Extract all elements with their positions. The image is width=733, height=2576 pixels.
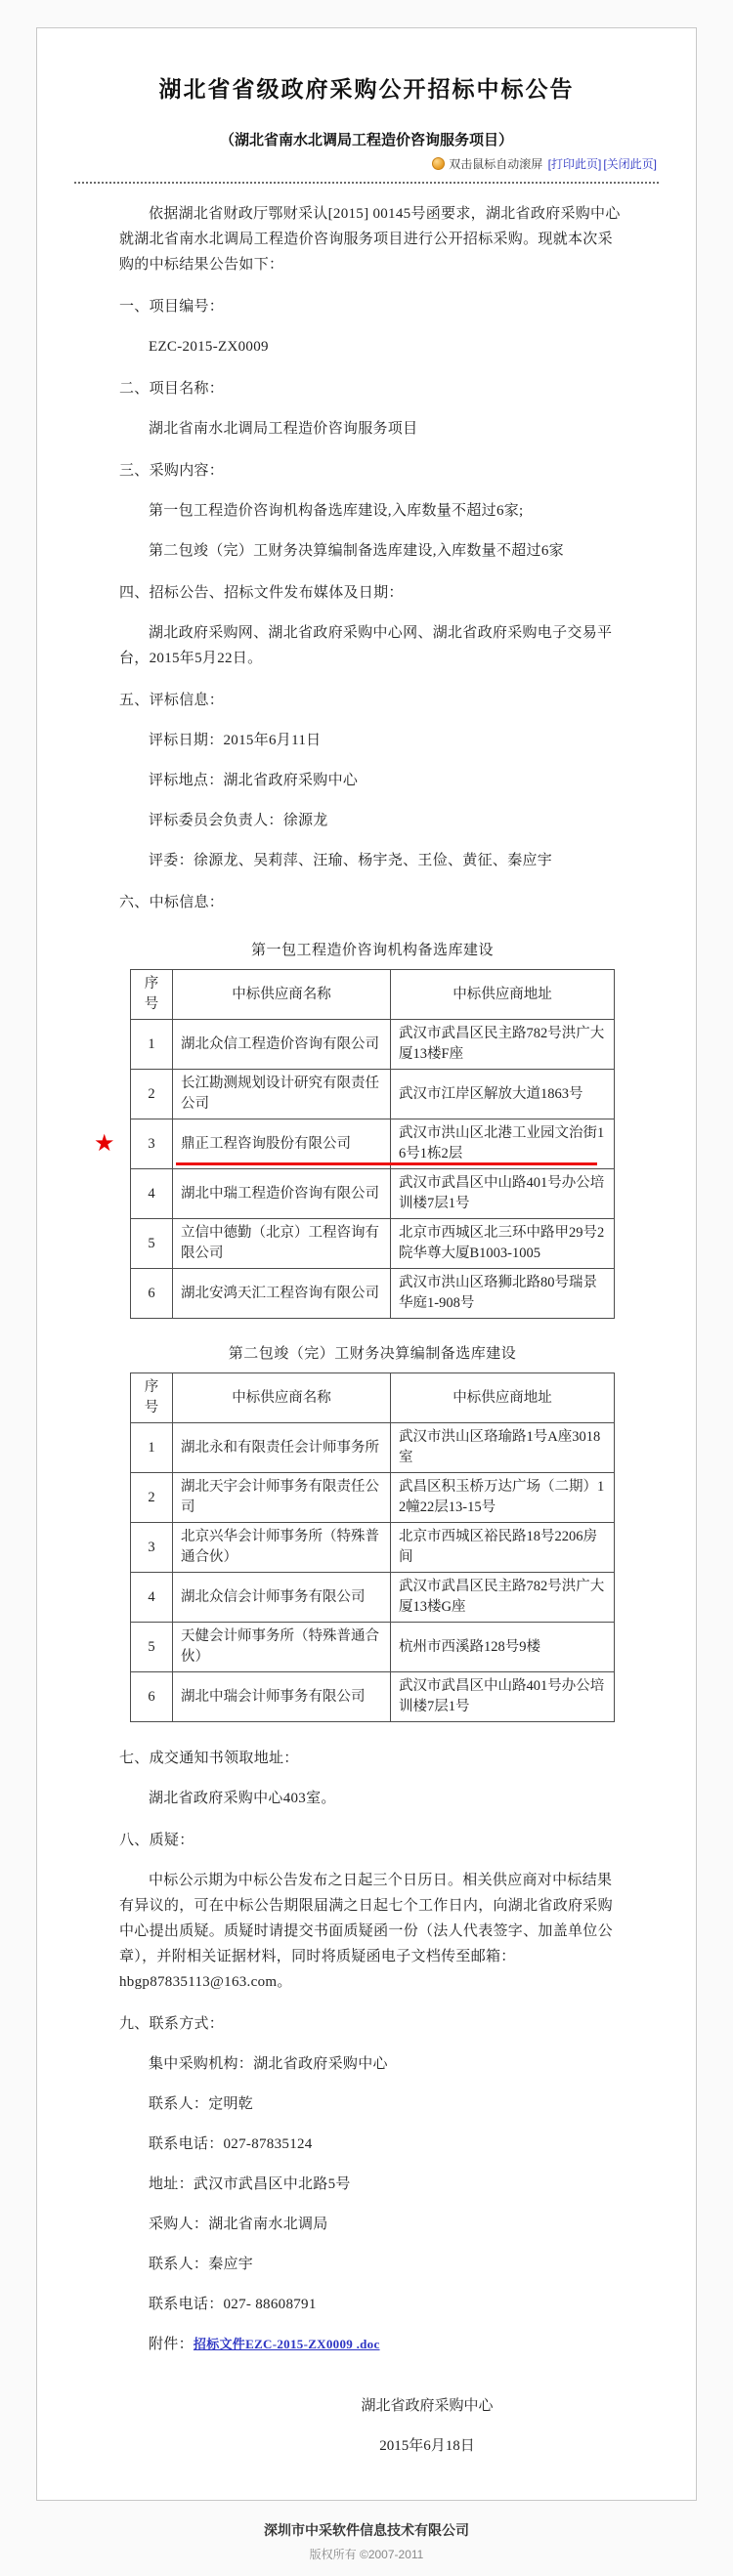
close-page-link[interactable]: [关闭此页] — [603, 157, 657, 171]
notice-pickup-address: 湖北省政府采购中心403室。 — [149, 1791, 336, 1806]
cell-supplier-address: 武汉市洪山区珞瑜路1号A座3018室 — [391, 1423, 615, 1473]
evaluation-committee-members: 评委：徐源龙、吴莉萍、汪瑜、杨宇尧、王俭、黄征、秦应宇 — [149, 853, 553, 868]
section-heading-2: 二、项目名称： — [119, 381, 225, 397]
cell-supplier-name: 天健会计师事务所（特殊普通合伙） — [173, 1623, 391, 1672]
cell-supplier-address: 武汉市武昌区民主路782号洪广大厦13楼G座 — [391, 1573, 615, 1623]
table-row — [131, 1070, 615, 1119]
cell-no — [94, 1119, 173, 1169]
table-row — [131, 1169, 615, 1219]
cell-supplier-address: 武昌区积玉桥万达广场（二期）12幢22层13-15号 — [391, 1473, 615, 1523]
objection-paragraph: 中标公示期为中标公告发布之日起三个日历日。相关供应商对中标结果有异议的，可在中标公告期限届满之日起七个工作日内，向湖北省政府采购中心提出质疑。质疑时请提交书面质疑函一份（法人代表签字、加盖单位公章），并附相关证据材料，同时将质疑函电子文档传至邮箱：hbgp87835113@163.com。 — [119, 1873, 613, 1990]
column-header-supplier-name: 中标供应商名称 — [173, 970, 391, 1020]
contact-person-1: 联系人：定明乾 — [149, 2096, 254, 2112]
procurement-content-2: 第二包竣（完）工财务决算编制备选库建设,入库数量不超过6家 — [149, 543, 564, 559]
cell-no: 5 — [131, 1623, 173, 1672]
evaluation-committee-head: 评标委员会负责人：徐源龙 — [149, 813, 328, 828]
signature-block — [300, 2394, 554, 2455]
cell-supplier-address: 北京市西城区北三环中路甲29号2院华尊大厦B1003-1005 — [391, 1219, 615, 1269]
section-heading-9: 九、联系方式： — [119, 2016, 225, 2032]
cell-supplier-name: 湖北天宇会计师事务有限责任公司 — [173, 1473, 391, 1523]
column-header-supplier-address: 中标供应商地址 — [391, 970, 615, 1020]
cell-supplier-name: 湖北中瑞会计师事务有限公司 — [173, 1672, 391, 1722]
auto-scroll-icon — [432, 157, 445, 170]
table-row — [131, 1219, 615, 1269]
signature-date: 2015年6月18日 — [379, 2438, 475, 2454]
cell-no-value: 3 — [148, 1135, 155, 1152]
section-heading-6: 六、中标信息： — [119, 895, 225, 910]
cell-supplier-address: 杭州市西溪路128号9楼 — [391, 1623, 615, 1672]
toolbar — [74, 153, 659, 172]
cell-no: 2 — [131, 1070, 173, 1119]
table-row — [131, 1269, 615, 1319]
evaluation-place: 评标地点：湖北省政府采购中心 — [149, 773, 359, 788]
footer-company: 深圳市中采软件信息技术有限公司 — [264, 2522, 469, 2538]
contact-phone-1: 联系电话：027-87835124 — [149, 2136, 313, 2152]
contact-phone-2: 联系电话：027- 88608791 — [149, 2297, 317, 2312]
table-row-starred — [131, 1119, 615, 1169]
project-number: EZC-2015-ZX0009 — [149, 339, 269, 355]
evaluation-date: 评标日期：2015年6月11日 — [149, 733, 322, 748]
cell-supplier-name: 北京兴华会计师事务所（特殊普通合伙） — [173, 1523, 391, 1573]
print-page-link[interactable]: [打印此页] — [547, 157, 602, 171]
cell-no: 4 — [131, 1169, 173, 1219]
table-header-row — [131, 970, 615, 1020]
table-title-package1: 第一包工程造价咨询机构备选库建设 — [250, 943, 494, 958]
cell-supplier-address: 武汉市武昌区中山路401号办公培训楼7层1号 — [391, 1672, 615, 1722]
attachment-row — [119, 2332, 625, 2357]
cell-supplier-address: 武汉市江岸区解放大道1863号 — [391, 1070, 615, 1119]
page-title: 湖北省省级政府采购公开招标中标公告 — [158, 77, 575, 102]
page-footer — [0, 2501, 733, 2576]
section-heading-8: 八、质疑： — [119, 1833, 194, 1848]
auto-scroll-tip: 双击鼠标自动滚屏 — [449, 157, 543, 171]
cell-no: 2 — [131, 1473, 173, 1523]
section-heading-3: 三、采购内容： — [119, 463, 225, 479]
cell-supplier-name: 立信中德勤（北京）工程咨询有限公司 — [173, 1219, 391, 1269]
project-name: 湖北省南水北调局工程造价咨询服务项目 — [149, 421, 418, 437]
cell-supplier-address: 北京市西城区裕民路18号2206房间 — [391, 1523, 615, 1573]
contact-agency: 集中采购机构：湖北省政府采购中心 — [149, 2056, 388, 2072]
cell-supplier-name: 湖北众信会计师事务有限公司 — [173, 1573, 391, 1623]
cell-no: 1 — [131, 1423, 173, 1473]
table-row — [131, 1523, 615, 1573]
announcement-card — [36, 27, 697, 2501]
signature-org: 湖北省政府采购中心 — [361, 2398, 494, 2414]
footer-copyright: 版权所有 ©2007-2011 — [309, 2548, 424, 2561]
cell-supplier-name: 长江勘测规划设计研究有限责任公司 — [173, 1070, 391, 1119]
cell-supplier-name: 湖北中瑞工程造价咨询有限公司 — [173, 1169, 391, 1219]
section-heading-5: 五、评标信息： — [119, 693, 225, 708]
highlighted-supplier-name: 鼎正工程咨询股份有限公司 — [181, 1135, 351, 1152]
contact-address: 地址：武汉市武昌区中北路5号 — [149, 2176, 351, 2192]
table-row — [131, 1573, 615, 1623]
cell-supplier-address: 武汉市洪山区北港工业园文治街16号1栋2层 — [391, 1119, 615, 1169]
cell-supplier-address: 武汉市武昌区中山路401号办公培训楼7层1号 — [391, 1169, 615, 1219]
purchaser: 采购人：湖北省南水北调局 — [149, 2217, 328, 2232]
cell-supplier-name: 湖北众信工程造价咨询有限公司 — [173, 1020, 391, 1070]
cell-no: 5 — [131, 1219, 173, 1269]
page-subtitle: （湖北省南水北调局工程造价咨询服务项目） — [219, 133, 513, 148]
attachment-label: 附件： — [149, 2337, 194, 2352]
document-body — [74, 201, 659, 2455]
publish-media-date: 湖北政府采购网、湖北省政府采购中心网、湖北省政府采购电子交易平台，2015年5月22日。 — [119, 625, 613, 666]
section-heading-7: 七、成交通知书领取地址： — [119, 1751, 299, 1766]
dotted-divider — [74, 182, 659, 184]
table-header-row — [131, 1373, 615, 1423]
cell-supplier-name: 湖北安鸿天汇工程咨询有限公司 — [173, 1269, 391, 1319]
table-row — [131, 1623, 615, 1672]
cell-supplier-name — [173, 1119, 391, 1169]
cell-no: 1 — [131, 1020, 173, 1070]
attachment-link[interactable]: 招标文件EZC-2015-ZX0009 .doc — [193, 2337, 380, 2351]
contact-person-2: 联系人：秦应宇 — [149, 2257, 254, 2272]
table-row — [131, 1423, 615, 1473]
table-title-package2: 第二包竣（完）工财务决算编制备选库建设 — [228, 1346, 517, 1362]
cell-no: 3 — [131, 1523, 173, 1573]
winner-star-icon: ★ — [94, 1131, 115, 1157]
cell-no: 4 — [131, 1573, 173, 1623]
section-heading-4: 四、招标公告、招标文件发布媒体及日期： — [119, 585, 404, 601]
column-header-no: 序号 — [131, 970, 173, 1020]
winners-table-package2 — [130, 1372, 615, 1722]
section-heading-1: 一、项目编号： — [119, 299, 225, 315]
table-row — [131, 1672, 615, 1722]
intro-paragraph: 依据湖北省财政厅鄂财采认[2015] 00145号函要求，湖北省政府采购中心就湖北省南水北调局工程造价咨询服务项目进行公开招标采购。现就本次采购的中标结果公告如下： — [119, 206, 621, 273]
cell-supplier-name: 湖北永和有限责任会计师事务所 — [173, 1423, 391, 1473]
cell-no: 6 — [131, 1672, 173, 1722]
procurement-content-1: 第一包工程造价咨询机构备选库建设,入库数量不超过6家; — [149, 503, 524, 519]
table-row — [131, 1473, 615, 1523]
winners-table-package1 — [94, 969, 615, 1319]
page — [0, 27, 733, 2576]
column-header-supplier-address: 中标供应商地址 — [391, 1373, 615, 1423]
cell-supplier-address: 武汉市洪山区珞狮北路80号瑞景华庭1-908号 — [391, 1269, 615, 1319]
red-underline-annotation — [176, 1162, 597, 1165]
cell-supplier-address: 武汉市武昌区民主路782号洪广大厦13楼F座 — [391, 1020, 615, 1070]
table-row — [131, 1020, 615, 1070]
cell-no: 6 — [131, 1269, 173, 1319]
column-header-no: 序号 — [131, 1373, 173, 1423]
column-header-supplier-name: 中标供应商名称 — [173, 1373, 391, 1423]
